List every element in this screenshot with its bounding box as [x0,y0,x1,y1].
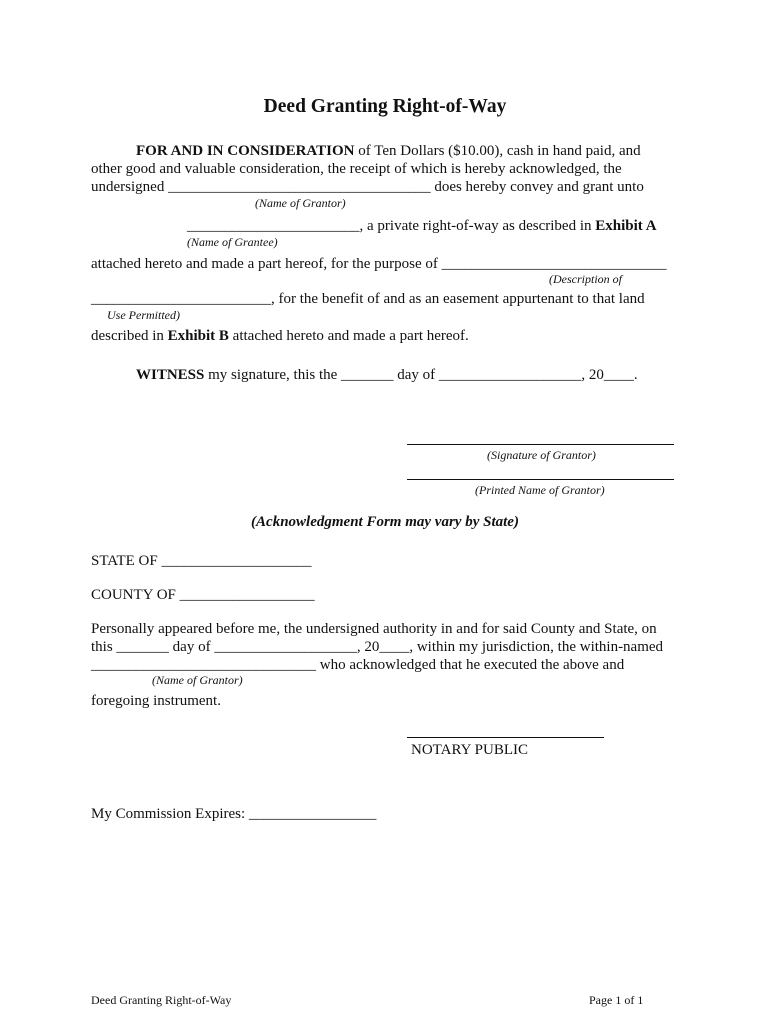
appeared-line-3: ______________________________ who acknowledged that he executed the above and [91,657,625,673]
exhibit-b-line-a: described in [91,328,168,344]
consideration-line-3: undersigned ___________________________________ does hereby convey and grant unto [91,179,644,195]
grantee-line [187,217,657,235]
purpose-line: attached hereto and made a part hereof, for the purpose of ______________________________ [91,256,667,272]
signature-line [407,444,674,445]
footer-page-number: Page 1 of 1 [589,993,644,1007]
exhibit-a-label: Exhibit A [595,218,657,234]
consideration-lead: FOR AND IN CONSIDERATION [136,143,355,159]
consideration-line-2: other good and valuable consideration, the receipt of which is hereby acknowledged, the [91,161,622,177]
caption-use-permitted: Use Permitted) [107,308,180,322]
exhibit-b-line-b: attached hereto and made a part hereof. [228,328,469,344]
witness-line [136,366,638,384]
witness-rest: my signature, this the _______ day of ___________________, 20____. [204,367,638,383]
caption-name-of-grantor: (Name of Grantor) [255,196,346,210]
acknowledgment-heading: (Acknowledgment Form may vary by State) [251,514,519,530]
benefit-line: ________________________, for the benefit of and as an easement appurtenant to that land [91,291,645,307]
exhibit-b-line [91,327,469,345]
document-title: Deed Granting Right-of-Way [263,96,507,117]
commission-expires-line: My Commission Expires: _________________ [91,806,377,822]
consideration-lead-rest: of Ten Dollars ($10.00), cash in hand paid, and [354,143,641,159]
county-of-line: COUNTY OF __________________ [91,587,315,603]
witness-label: WITNESS [136,367,205,383]
state-of-line: STATE OF ____________________ [91,553,312,569]
caption-description-of: (Description of [549,272,622,286]
appeared-line-2: this _______ day of ___________________, 20____, within my jurisdiction, the within-named [91,639,664,655]
caption-name-of-grantor-2: (Name of Grantor) [152,673,243,687]
footer-document-name: Deed Granting Right-of-Way [91,993,232,1007]
appeared-line-4: foregoing instrument. [91,693,221,709]
exhibit-b-label: Exhibit B [167,328,229,344]
printed-name-line [407,479,674,480]
notary-public-label: NOTARY PUBLIC [411,742,529,758]
notary-signature-line [407,737,604,738]
consideration-line-1 [136,142,641,160]
caption-name-of-grantee: (Name of Grantee) [187,235,278,249]
caption-signature-of-grantor: (Signature of Grantor) [487,448,596,462]
grantee-line-text: _______________________, a private right-of-way as described in [187,218,596,234]
caption-printed-name-of-grantor: (Printed Name of Grantor) [475,483,605,497]
appeared-line-1: Personally appeared before me, the undersigned authority in and for said County and State, on [91,621,657,637]
